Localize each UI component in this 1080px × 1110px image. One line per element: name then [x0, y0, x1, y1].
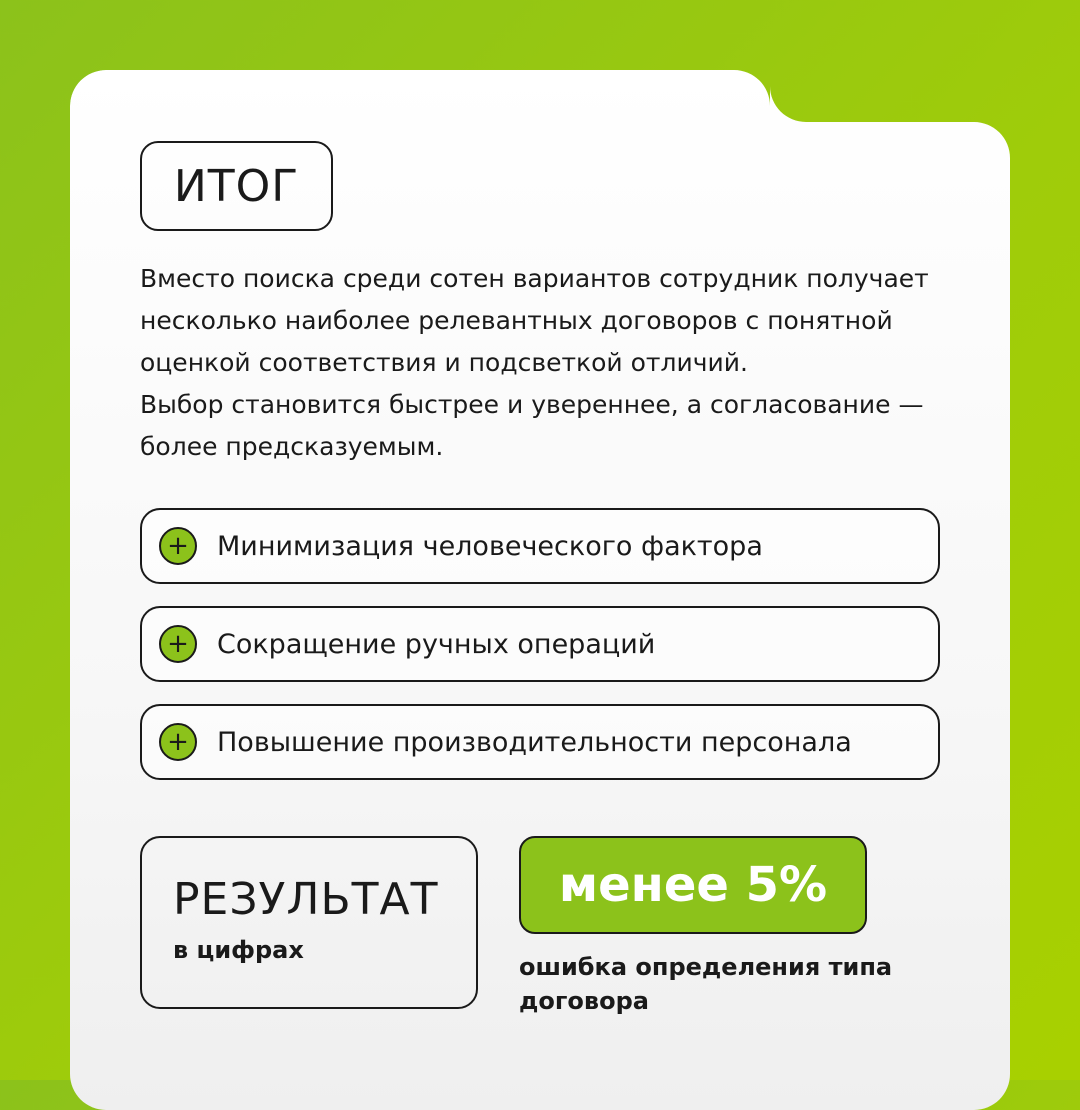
result-box: [140, 836, 478, 1009]
result-subtitle: в цифрах: [173, 936, 304, 964]
feature-item-human-factor: [140, 508, 940, 584]
plus-icon: +: [159, 723, 197, 761]
feature-item-productivity: [140, 704, 940, 780]
page-title: [140, 141, 333, 231]
result-title: РЕЗУЛЬТАТ: [173, 874, 439, 925]
feature-label: Повышение производительности персонала: [217, 726, 852, 758]
page-title-text: ИТОГ: [173, 160, 300, 212]
feature-label: Минимизация человеческого фактора: [217, 530, 763, 562]
plus-icon: +: [159, 625, 197, 663]
summary-paragraph-1: Вместо поиска среди сотен вариантов сотрудник получает несколько наиболее релевантных договоров с понятной оценкой соответствия и подсветкой отличий.: [140, 264, 929, 377]
metric-value: менее 5%: [558, 857, 828, 913]
metric-badge: [519, 836, 867, 934]
metric-caption: ошибка определения типа договора: [519, 953, 893, 1015]
summary-paragraph-2: Выбор становится быстрее и увереннее, а согласование — более предсказуемым.: [140, 390, 924, 461]
feature-label: Сокращение ручных операций: [217, 628, 656, 660]
plus-icon: +: [159, 527, 197, 565]
feature-item-manual-operations: [140, 606, 940, 682]
summary-text: [140, 258, 960, 468]
